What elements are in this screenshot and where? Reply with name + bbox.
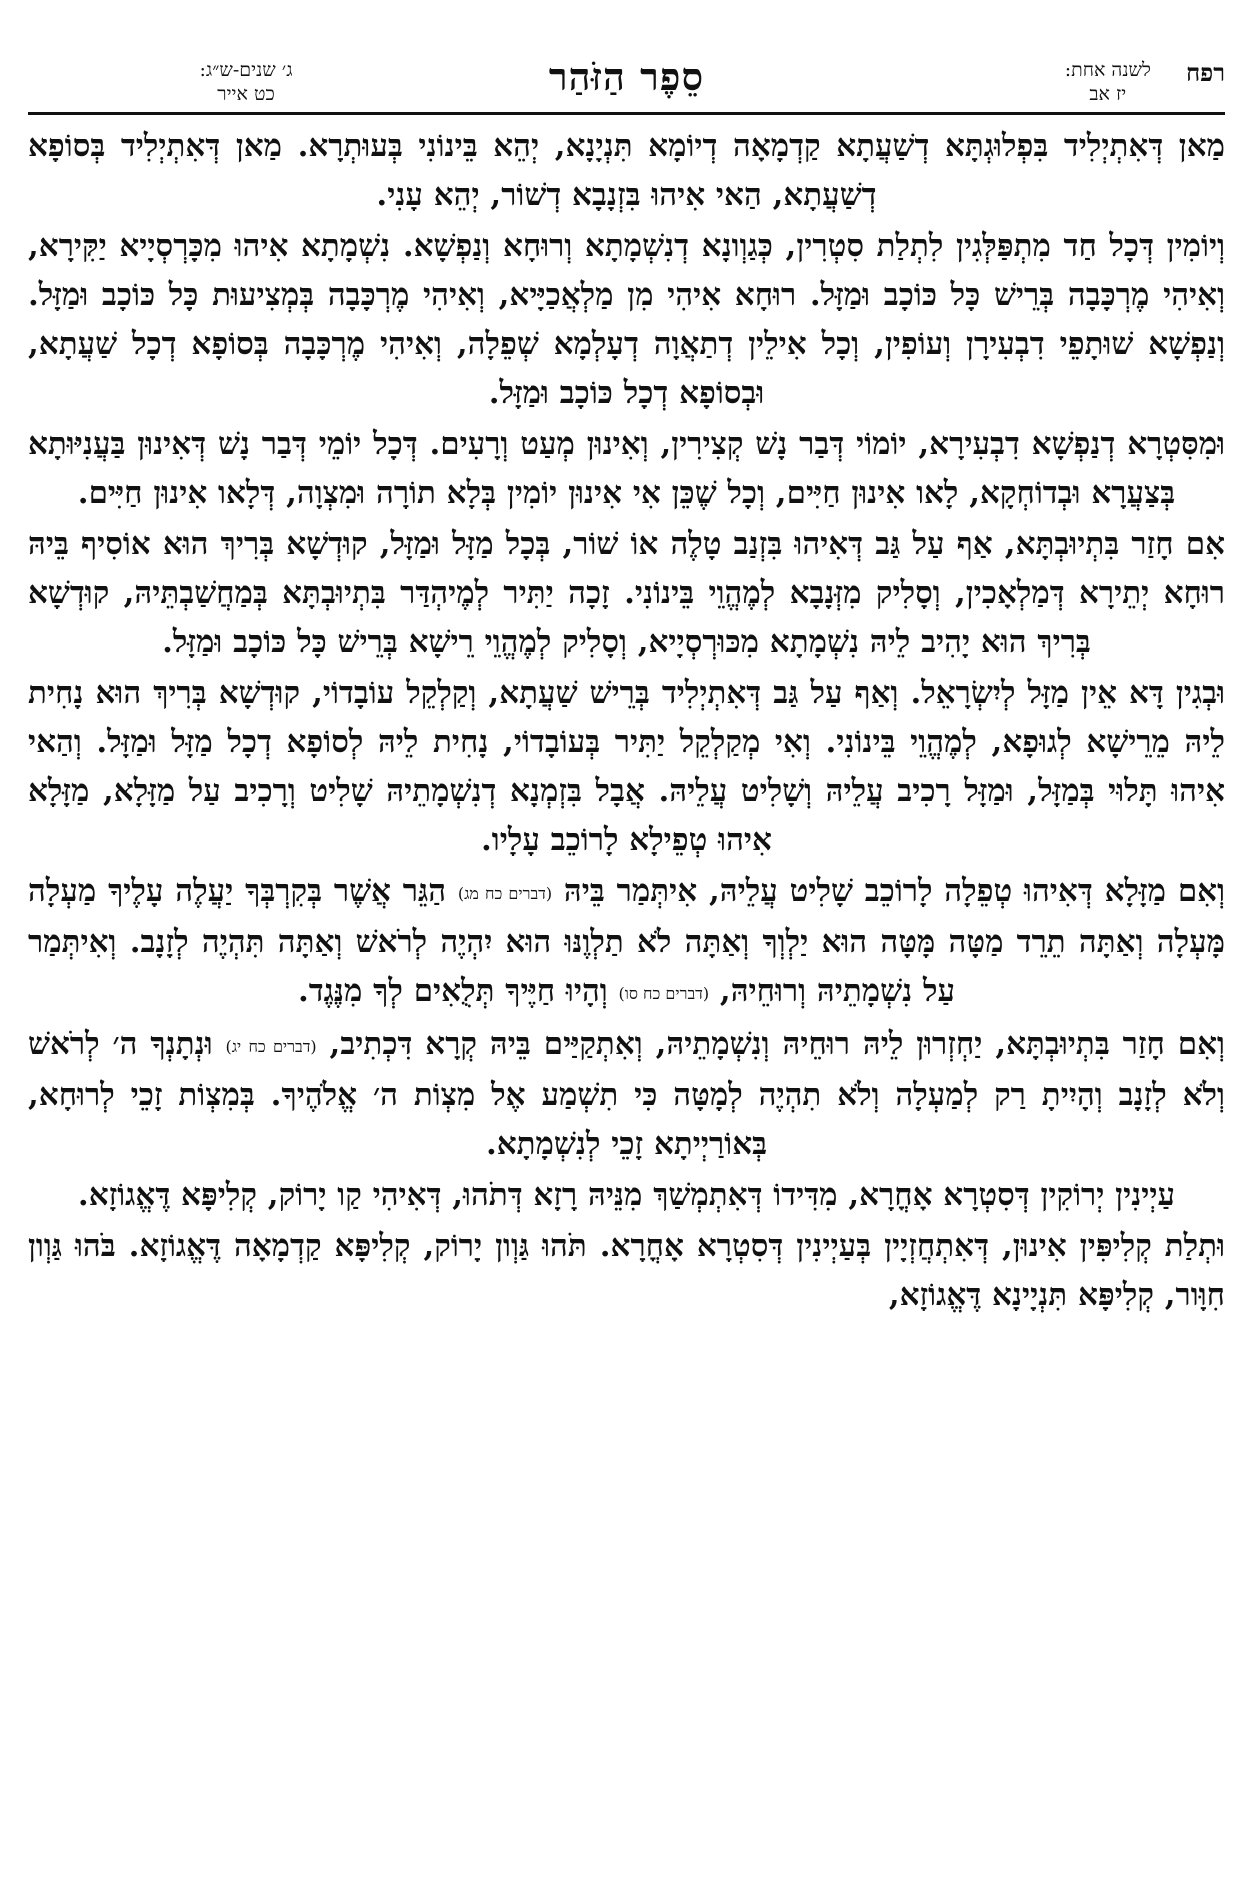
schedule-one-year-label: לשנה אחת: bbox=[1064, 59, 1151, 81]
study-schedule-right bbox=[1065, 58, 1151, 106]
paragraph-6-part-2: הַגֵּר אֲשֶׁר בְּקִרְבְּךָ יַעֲלֶה עָלֶיךָ מַעְלָה מָּעְלָה וְאַתָּה תֵרֵד מַטָּה מָּטָּה הוּא יַלְוְךָ וְאַתָּה לֹא תַלְוֶנּוּ הוּא יִהְיֶה לְרֹאשׁ וְאַתָּה תִּהְיֶה לְזָנָב. וְאִיתְּמַר עַל נִשְׁמָתֵיהּ וְרוּחֵיהּ, bbox=[28, 873, 1225, 1009]
schedule-one-year-date: יז אב bbox=[1089, 83, 1127, 105]
schedule-three-year-date: כט אייר bbox=[217, 83, 275, 105]
verse-reference: (דברים כח סו) bbox=[618, 984, 710, 1003]
paragraph-6-part-1: וְאִם מַזָּלָא דְּאִיהוּ טְפֵלָה לָרוֹכֵב שָׁלִיט עֲלֵיהּ, אִיתְּמַר בֵּיהּ bbox=[552, 873, 1225, 909]
paragraph-7-part-1: וְאִם חָזַר בִּתְיוּבְתָּא, יַחְזְרוּן לֵיהּ רוּחֵיהּ וְנִשְׁמָתֵיהּ, וְאִתְקַיַּים בֵּיהּ קְרָא דִּכְתִיב, bbox=[316, 1026, 1225, 1062]
paragraph-3: וּמִסִּטְרָא דְנַפְשָׁא דִבְעִירָא, יוֹמוֹי דְּבַר נָשׁ קְצִירִין, וְאִינוּן מְעַט וְרָעִים. דְּכָל יוֹמֵי דְּבַר נָשׁ דְּאִינוּן בַּעֲנִיּוּתָא בְּצַעֲרָא וּבְדוֹחְקָא, לָאו אִינוּן חַיִּים, וְכָל שֶׁכֵּן אִי אִינוּן יוֹמִין בְּלָא תוֹרָה וּמִצְוָה, דְּלָאו אִינוּן חַיִּים. bbox=[28, 426, 1225, 511]
page-header bbox=[28, 54, 1225, 118]
paragraph-2: וְיוֹמִין דְּכָל חַד מִתְפַּלְּגִין לִתְלַת סִטְרִין, כְּגַוְונָא דְנִשְׁמָתָא וְרוּחָא וְנַפְשָׁא. נִשְׁמָתָא אִיהוּ מִכָּרְסְיָיא יַקִּירָא, וְאִיהִי מֶרְכָּבָה בְּרֵישׁ כָּל כּוֹכָב וּמַזָּל. רוּחָא אִיהִי מִן מַלְאֲכַיָּיא, וְאִיהִי מֶרְכָּבָה בְּמְצִיעוּת כָּל כּוֹכָב וּמַזָּל. וְנַפְשָׁא שׁוּתָפֵי דִבְעִירָן וְעוֹפִין, וְכָל אִילֵין דְתַאֲוָה דְעָלְמָא שְׁפֵלָה, וְאִיהִי מֶרְכָּבָה בְּסוֹפָא דְכָל שַׁעֲתָא, וּבְסוֹפָא דְכָל כּוֹכָב וּמַזָּל. bbox=[28, 228, 1225, 411]
header-divider bbox=[28, 112, 1225, 115]
paragraph-4: אִם חָזַר בִּתְיוּבְתָּא, אַף עַל גַּב דְּאִיהוּ בִּזְנַב טָלֶה אוֹ שׁוֹר, בְּכָל מַזָּל וּמַזָּל, קוּדְשָׁא בְּרִיךְ הוּא אוֹסִיף בֵּיהּ רוּחָא יְתֵירָא דְּמַלְאָכִין, וְסָלִיק מִזְּנָבָא לְמֶהֱוֵי בֵּינוֹנִי. זָכָה יַתִּיר לְמֶיהְדַּר בִּתְיוּבְתָּא בְּמַחֲשַׁבְתֵּיהּ, קוּדְשָׁא בְּרִיךְ הוּא יָהִיב לֵיהּ נִשְׁמָתָא מִכּוּרְסְיָיא, וְסָלִיק לְמֶהֱוֵי רֵישָׁא בְּרֵישׁ כָּל כּוֹכָב וּמַזָּל. bbox=[28, 526, 1225, 660]
paragraph-6-part-3: וְהָיוּ חַיֶּיךָ תְּלֻאִים לְךָ מִנֶּגֶד. bbox=[297, 973, 619, 1009]
verse-reference: (דברים כח מג) bbox=[457, 884, 553, 903]
book-title: סֵפֶר הַזֹּהַר bbox=[548, 54, 705, 99]
header-right bbox=[975, 58, 1225, 106]
study-schedule-left bbox=[146, 58, 346, 106]
verse-reference: (דברים כח יג) bbox=[225, 1037, 317, 1056]
paragraph-1: מַאן דְּאִתְיְלִיד בִּפְלוּגְתָּא דְשַׁעֲתָא קַדְמָאָה דְיוֹמָא תִּנְיָנָא, יְהֵא בֵּינוֹנִי בְּעוּתְרָא. מַאן דְּאִתְיְלִיד בְּסוֹפָא דְשַׁעֲתָא, הַאי אִיהוּ בִּזְנָבָא דְשׁוֹר, יְהֵא עָנִי. bbox=[28, 128, 1225, 213]
paragraph-5: וּבְגִין דָּא אֵין מַזָּל לְיִשְׂרָאֵל. וְאַף עַל גַּב דְּאִתְיְלִיד בְּרֵישׁ שַׁעֲתָא, וְקַלְקֵל עוֹבָדוֹי, קוּדְשָׁא בְּרִיךְ הוּא נָחִית לֵיהּ מֵרֵישָׁא לְגוּפָא, לְמֶהֱוֵי בֵּינוֹנִי. וְאִי מְקַלְקֵל יַתִּיר בְּעוֹבָדוֹי, נָחִית לֵיהּ לְסוֹפָא דְכָל מַזָּל וּמַזָּל. וְהַאי אִיהוּ תָּלוּי בְּמַזָּל, וּמַזָּל רָכִיב עֲלֵיהּ וְשָׁלִיט עֲלֵיהּ. אֲבָל בִּזְמְנָא דְנִשְׁמָתֵיהּ שָׁלִיט וְרָכִיב עַל מַזָּלָא, מַזָּלָא אִיהוּ טְפֵילָא לָרוֹכֵב עָלָיו. bbox=[28, 675, 1225, 858]
paragraph-7-part-2: וּנְתָנְךָ ה׳ לְרֹאשׁ וְלֹא לְזָנָב וְהָיִיתָ רַק לְמַעְלָה וְלֹא תִהְיֶה לְמָטָּה כִּי תִשְׁמַע אֶל מִצְוֹת ה׳ אֱלֹהֶיךָ. בְּמִצְוֹת זָכֵי לְרוּחָא, בְּאוֹרַיְיתָא זָכֵי לְנִשְׁמָתָא. bbox=[28, 1026, 1225, 1162]
paragraph-6 bbox=[28, 867, 1225, 1018]
schedule-three-year-label: ג׳ שנים-ש״ג: bbox=[199, 59, 293, 81]
page-number: רפח bbox=[1185, 58, 1225, 87]
paragraph-9: וּתְלַת קְלִיפִּין אִינוּן, דְּאִתְחֲזְיָין בְּעַיְינִין דְּסִטְרָא אָחֳרָא. תֹּהוּ גַּוְון יָרוֹק, קְלִיפָּא קַדְמָאָה דֶּאֱגוֹזָא. בֹּהוּ גַּוְון חִוָּור, קְלִיפָּא תִּנְיָינָא דֶּאֱגוֹזָא, bbox=[28, 1228, 1225, 1313]
paragraph-8: עַיְינִין יְרוֹקִין דְּסִטְרָא אָחֳרָא, מִדִּידוֹ דְּאִתְמְשַׁךְ מִנֵּיהּ רָזָא דְּתֹהוּ, דְּאִיהִי קַו יָרוֹק, קְלִיפָּא דֶּאֱגוֹזָא. bbox=[77, 1177, 1176, 1213]
zohar-text-body bbox=[28, 122, 1225, 1322]
paragraph-7 bbox=[28, 1020, 1225, 1169]
